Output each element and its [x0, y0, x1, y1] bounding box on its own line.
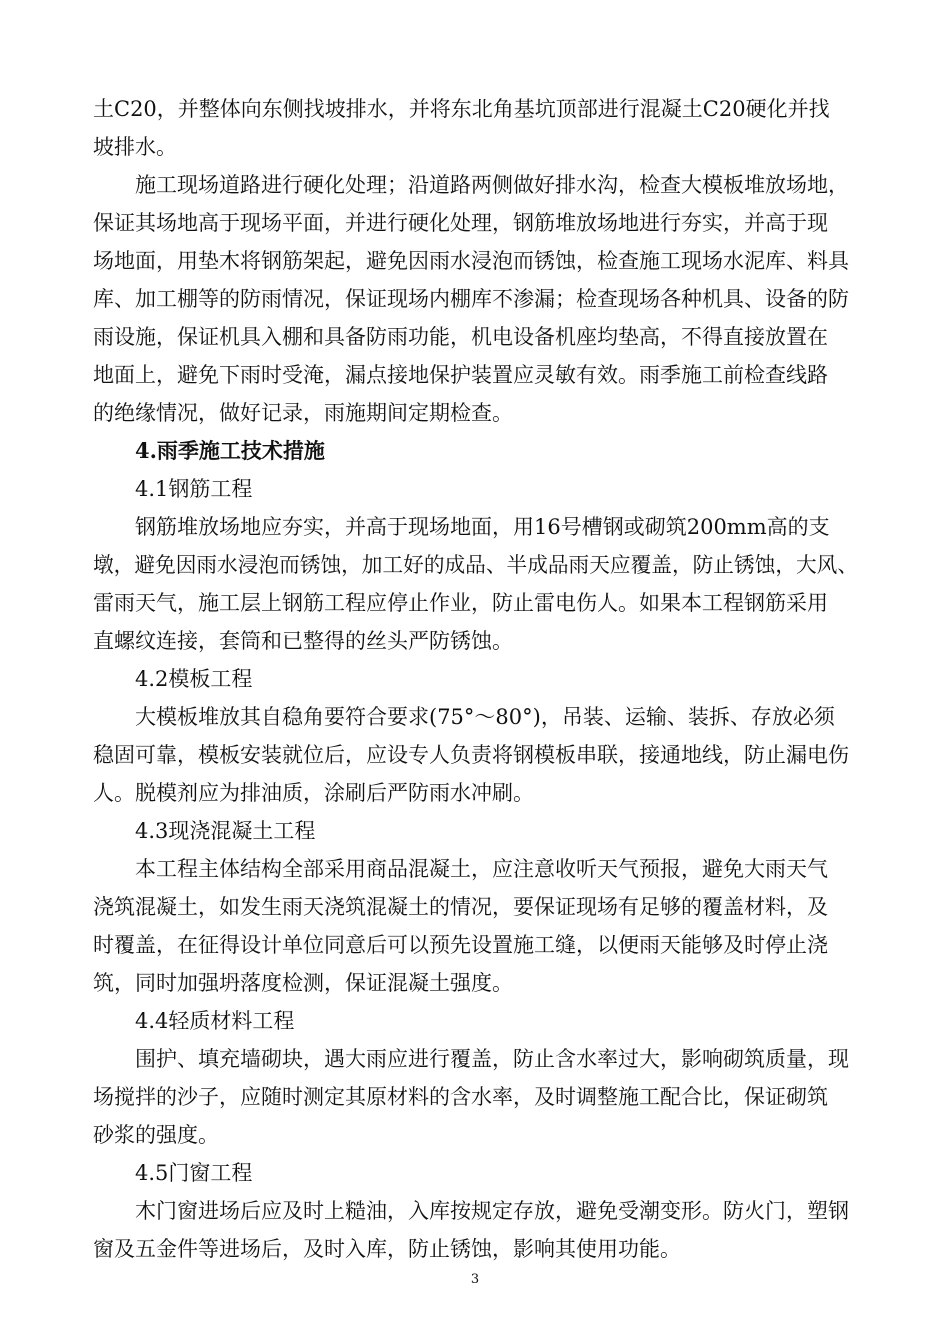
subsection-heading-text: 4.5门窗工程 [135, 1161, 253, 1185]
section-heading-text: 4.雨季施工技术措施 [135, 438, 325, 463]
line-text: 本工程主体结构全部采用商品混凝土，应注意收听天气预报，避免大雨天气 [135, 857, 828, 881]
text-line [0, 510, 950, 544]
text-line [0, 320, 950, 354]
line-text: 库、加工棚等的防雨情况，保证现场内棚库不渗漏；检查现场各种机具、设备的防 [93, 287, 849, 311]
line-text: 场地面，用垫木将钢筋架起，避免因雨水浸泡而锈蚀，检查施工现场水泥库、料具 [93, 249, 849, 273]
text-line [0, 92, 950, 126]
text-line [0, 966, 950, 1000]
line-text: 雨设施，保证机具入棚和具备防雨功能，机电设备机座均垫高，不得直接放置在 [93, 325, 828, 349]
line-text: 人。脱模剂应为排油质，涂刷后严防雨水冲刷。 [93, 781, 534, 805]
line-text: 木门窗进场后应及时上糙油，入库按规定存放，避免受潮变形。防火门，塑钢 [135, 1199, 849, 1223]
text-line [0, 396, 950, 430]
text-line [0, 776, 950, 810]
text-line [0, 1080, 950, 1114]
line-text: 时覆盖，在征得设计单位同意后可以预先设置施工缝，以便雨天能够及时停止浇 [93, 933, 828, 957]
line-text: 地面上，避免下雨时受淹，漏点接地保护装置应灵敏有效。雨季施工前检查线路 [93, 363, 828, 387]
text-line [0, 852, 950, 886]
line-text: 墩，避免因雨水浸泡而锈蚀，加工好的成品、半成品雨天应覆盖，防止锈蚀，大风、 [93, 553, 859, 577]
page-number: 3 [470, 1272, 480, 1287]
line-text: 筑，同时加强坍落度检测，保证混凝土强度。 [93, 971, 513, 995]
line-text: 稳固可靠，模板安装就位后，应设专人负责将钢模板串联，接通地线，防止漏电伤 [93, 743, 849, 767]
text-line [0, 206, 950, 240]
line-text: 窗及五金件等进场后，及时入库，防止锈蚀，影响其使用功能。 [93, 1237, 681, 1261]
line-text: 大模板堆放其自稳角要符合要求(75°～80°)，吊装、运输、装拆、存放必须 [135, 705, 835, 729]
line-text: 的绝缘情况，做好记录，雨施期间定期检查。 [93, 401, 513, 425]
text-line [0, 130, 950, 164]
line-text: 钢筋堆放场地应夯实，并高于现场地面，用16号槽钢或砌筑200mm高的支 [135, 515, 830, 539]
text-line [0, 586, 950, 620]
text-line [0, 738, 950, 772]
subsection-heading-text: 4.1钢筋工程 [135, 477, 253, 501]
line-text: 浇筑混凝土，如发生雨天浇筑混凝土的情况，要保证现场有足够的覆盖材料，及 [93, 895, 828, 919]
line-text: 围护、填充墙砌块，遇大雨应进行覆盖，防止含水率过大，影响砌筑质量，现 [135, 1047, 849, 1071]
text-line [0, 548, 950, 582]
text-line [0, 928, 950, 962]
text-line [0, 1232, 950, 1266]
subsection-heading-text: 4.4轻质材料工程 [135, 1009, 295, 1033]
subsection-heading [0, 1156, 950, 1190]
subsection-heading [0, 662, 950, 696]
line-text: 土C20，并整体向东侧找坡排水，并将东北角基坑顶部进行混凝土C20硬化并找 [93, 97, 830, 121]
text-line [0, 1194, 950, 1228]
text-line [0, 244, 950, 278]
line-text: 坡排水。 [93, 135, 177, 159]
subsection-heading [0, 814, 950, 848]
section-heading [0, 434, 950, 468]
text-line [0, 1118, 950, 1152]
text-line [0, 890, 950, 924]
line-text: 砂浆的强度。 [93, 1123, 219, 1147]
subsection-heading-text: 4.2模板工程 [135, 667, 253, 691]
subsection-heading [0, 472, 950, 506]
text-line [0, 358, 950, 392]
line-text: 直螺纹连接，套筒和已整得的丝头严防锈蚀。 [93, 629, 513, 653]
text-line [0, 624, 950, 658]
line-text: 施工现场道路进行硬化处理；沿道路两侧做好排水沟，检查大模板堆放场地， [135, 173, 849, 197]
line-text: 场搅拌的沙子，应随时测定其原材料的含水率，及时调整施工配合比，保证砌筑 [93, 1085, 828, 1109]
text-line [0, 700, 950, 734]
text-line [0, 168, 950, 202]
text-line [0, 282, 950, 316]
line-text: 雷雨天气，施工层上钢筋工程应停止作业，防止雷电伤人。如果本工程钢筋采用 [93, 591, 828, 615]
line-text: 保证其场地高于现场平面，并进行硬化处理，钢筋堆放场地进行夯实，并高于现 [93, 211, 828, 235]
text-line [0, 1042, 950, 1076]
subsection-heading-text: 4.3现浇混凝土工程 [135, 819, 316, 843]
subsection-heading [0, 1004, 950, 1038]
